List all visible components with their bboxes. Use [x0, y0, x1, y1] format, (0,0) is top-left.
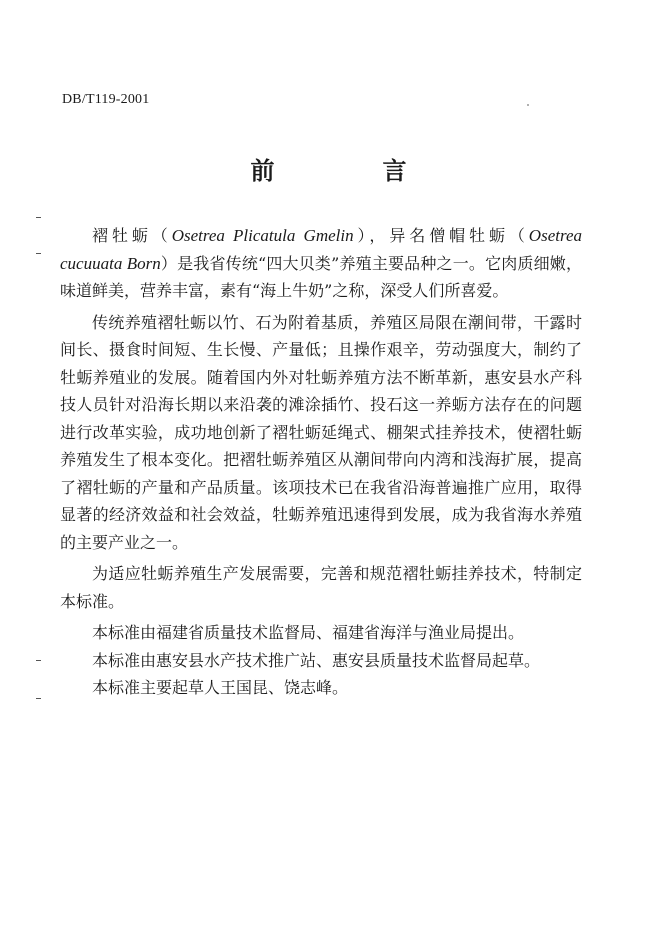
latin-name-primary: Osetrea Plicatula Gmelin	[171, 226, 354, 245]
latin-name-alias: Osetrea cucuuata Born	[60, 226, 582, 273]
paragraph-drafter: 本标准由惠安县水产技术推广站、惠安县质量技术监督局起草。	[92, 650, 541, 670]
scan-mark	[36, 660, 41, 661]
paragraph-proposer: 本标准由福建省质量技术监督局、福建省海洋与渔业局提出。	[92, 623, 525, 642]
preface-body	[60, 222, 582, 702]
scan-mark	[36, 253, 41, 254]
paragraph-intro-part-a: 褶牡蛎（	[92, 226, 172, 245]
paragraph-intro-part-b: ），异名僧帽牡蛎（	[353, 226, 529, 245]
paragraph-authors: 本标准主要起草人王国昆、饶志峰。	[92, 678, 349, 697]
paragraph-intro	[60, 222, 582, 305]
paragraph-tradition: 传统养殖褶牡蛎以竹、石为附着基质，养殖区局限在潮间带，干露时间长、摄食时间短、生长慢、产量低；且操作艰辛，劳动强度大，制约了牡蛎养殖业的发展。随着国内外对牡蛎养殖方法不断革新，惠安县水产科技人员针对沿海长期以来沿袭的滩涂插竹、投石这一养蛎方法存在的问题进行改革实验，成功地创新了褶牡蛎延绳式、棚架式挂养技术，使褶牡蛎养殖发生了根本变化。把褶牡蛎养殖区从潮间带向内湾和浅海扩展，提高了褶牡蛎的产量和产品质量。该项技术已在我省沿海普遍推广应用，取得显著的经济效益和社会效益，牡蛎养殖迅速得到发展，成为我省海水养殖的主要产业之一。	[60, 312, 582, 552]
scan-mark	[36, 698, 41, 699]
paragraph-intro-part-c: ）是我省传统“四大贝类”养殖主要品种之一。它肉质细嫩，味道鲜美，营养丰富，素有“海上牛奶”之称，深受人们所喜爱。	[60, 253, 582, 300]
scan-speck	[527, 104, 529, 106]
page-title: 前 言	[250, 156, 449, 185]
paragraph-purpose: 为适应牡蛎养殖生产发展需要，完善和规范褶牡蛎挂养技术，特制定本标准。	[60, 564, 582, 611]
scan-mark	[36, 217, 41, 218]
document-code: DB/T119-2001	[62, 92, 150, 107]
